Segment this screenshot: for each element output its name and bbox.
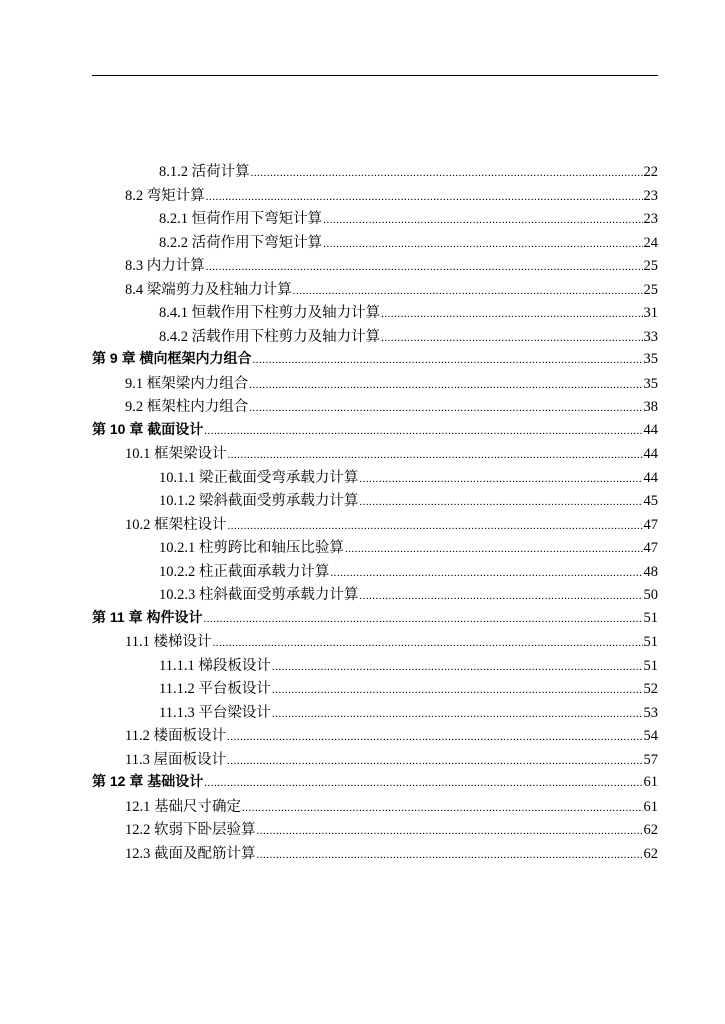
toc-entry-page: 62 bbox=[643, 822, 658, 838]
toc-dot-leader bbox=[228, 449, 643, 461]
toc-dot-leader bbox=[228, 520, 643, 532]
toc-entry[interactable] bbox=[92, 771, 658, 795]
toc-entry-page: 35 bbox=[643, 375, 658, 392]
toc-entry[interactable] bbox=[92, 795, 658, 819]
toc-entry-title: 12.3 截面及配筋计算 bbox=[125, 845, 256, 862]
toc-entry-page: 35 bbox=[643, 351, 658, 367]
toc-entry[interactable] bbox=[92, 513, 658, 537]
toc-entry[interactable] bbox=[92, 231, 658, 255]
toc-dot-leader bbox=[272, 708, 643, 720]
toc-entry-title: 10.2.2 柱正截面承载力计算 bbox=[159, 563, 330, 580]
toc-entry[interactable] bbox=[92, 419, 658, 443]
toc-entry[interactable] bbox=[92, 207, 658, 231]
toc-dot-leader bbox=[206, 261, 643, 273]
toc-dot-leader bbox=[242, 802, 643, 814]
toc-entry-page: 23 bbox=[643, 187, 658, 204]
toc-entry-title: 8.4.1 恒载作用下柱剪力及轴力计算 bbox=[159, 305, 381, 321]
toc-entry[interactable] bbox=[92, 489, 658, 513]
toc-entry-page: 50 bbox=[643, 587, 658, 603]
toc-entry-title: 10.2 框架柱设计 bbox=[125, 516, 227, 533]
toc-entry-title: 12.1 基础尺寸确定 bbox=[125, 798, 241, 815]
toc-entry[interactable] bbox=[92, 278, 658, 302]
toc-entry-page: 51 bbox=[643, 609, 658, 626]
toc-entry[interactable] bbox=[92, 325, 658, 349]
header-rule bbox=[92, 75, 658, 76]
toc-entry[interactable] bbox=[92, 442, 658, 466]
toc-dot-leader bbox=[249, 379, 642, 391]
toc-dot-leader bbox=[227, 755, 643, 767]
toc-entry-title: 10.2.1 柱剪跨比和轴压比验算 bbox=[159, 540, 344, 556]
toc-dot-leader bbox=[330, 567, 642, 579]
toc-entry[interactable] bbox=[92, 630, 658, 654]
toc-dot-leader bbox=[345, 543, 643, 555]
toc-dot-leader bbox=[381, 308, 642, 320]
toc-entry-page: 54 bbox=[643, 728, 658, 744]
toc-entry[interactable] bbox=[92, 818, 658, 842]
toc-entry-title: 10.1.2 梁斜截面受剪承载力计算 bbox=[159, 493, 359, 509]
toc-dot-leader bbox=[323, 238, 642, 250]
toc-dot-leader bbox=[252, 354, 642, 366]
toc-entry-title: 8.2.2 活荷作用下弯矩计算 bbox=[159, 234, 323, 251]
toc-entry-title: 第 12 章 基础设计 bbox=[92, 773, 204, 789]
toc-entry-page: 25 bbox=[643, 281, 658, 298]
toc-entry-page: 33 bbox=[643, 328, 658, 345]
toc-dot-leader bbox=[272, 684, 643, 696]
toc-entry[interactable] bbox=[92, 301, 658, 325]
toc-entry-title: 10.1.1 梁正截面受弯承载力计算 bbox=[159, 469, 359, 486]
toc-entry-title: 9.2 框架柱内力组合 bbox=[125, 399, 249, 415]
toc-entry-page: 61 bbox=[643, 774, 658, 790]
toc-entry-title: 8.4.2 活载作用下柱剪力及轴力计算 bbox=[159, 328, 381, 345]
toc-entry-title: 11.1 楼梯设计 bbox=[125, 634, 212, 650]
toc-entry-title: 8.1.2 活荷计算 bbox=[159, 164, 250, 180]
toc-entry[interactable] bbox=[92, 724, 658, 748]
toc-dot-leader bbox=[359, 590, 642, 602]
toc-entry-title: 11.3 屋面板设计 bbox=[125, 751, 226, 768]
toc-entry[interactable] bbox=[92, 583, 658, 607]
toc-entry-title: 11.1.2 平台板设计 bbox=[159, 681, 271, 697]
toc-entry-page: 45 bbox=[643, 493, 658, 509]
toc-entry[interactable] bbox=[92, 466, 658, 490]
toc-entry-title: 8.4 梁端剪力及柱轴力计算 bbox=[125, 281, 292, 298]
toc-entry[interactable] bbox=[92, 654, 658, 678]
toc-dot-leader bbox=[257, 849, 643, 861]
toc-dot-leader bbox=[204, 777, 642, 789]
toc-entry-title: 10.2.3 柱斜截面受剪承载力计算 bbox=[159, 587, 359, 603]
toc-entry[interactable] bbox=[92, 254, 658, 278]
toc-entry-title: 11.1.3 平台梁设计 bbox=[159, 704, 271, 721]
toc-entry[interactable] bbox=[92, 184, 658, 208]
toc-dot-leader bbox=[323, 214, 642, 226]
toc-entry[interactable] bbox=[92, 348, 658, 372]
toc-entry-page: 22 bbox=[643, 164, 658, 180]
toc-entry-page: 44 bbox=[643, 446, 658, 462]
toc-entry-page: 48 bbox=[643, 563, 658, 580]
toc-dot-leader bbox=[293, 285, 643, 297]
toc-dot-leader bbox=[359, 473, 642, 485]
toc-entry-title: 第 9 章 横向框架内力组合 bbox=[92, 350, 252, 366]
toc-dot-leader bbox=[249, 402, 642, 414]
toc-entry-title: 11.1.1 梯段板设计 bbox=[159, 657, 271, 674]
toc-entry-page: 44 bbox=[643, 469, 658, 486]
table-of-contents bbox=[92, 160, 658, 865]
toc-dot-leader bbox=[206, 191, 643, 203]
toc-entry-title: 11.2 楼面板设计 bbox=[125, 728, 226, 744]
toc-entry[interactable] bbox=[92, 677, 658, 701]
toc-entry[interactable] bbox=[92, 395, 658, 419]
toc-entry[interactable] bbox=[92, 748, 658, 772]
toc-entry-page: 47 bbox=[643, 516, 658, 533]
toc-entry-title: 第 10 章 截面设计 bbox=[92, 420, 204, 437]
toc-entry[interactable] bbox=[92, 842, 658, 866]
toc-entry-title: 第 11 章 构件设计 bbox=[92, 608, 203, 625]
toc-entry-page: 31 bbox=[643, 305, 658, 321]
toc-dot-leader bbox=[381, 332, 642, 344]
toc-entry-title: 8.2 弯矩计算 bbox=[125, 187, 205, 204]
toc-entry-title: 12.2 软弱下卧层验算 bbox=[125, 822, 256, 838]
toc-dot-leader bbox=[212, 637, 642, 649]
toc-entry-title: 9.1 框架梁内力组合 bbox=[125, 375, 249, 392]
toc-entry-page: 44 bbox=[643, 421, 658, 438]
toc-entry-page: 62 bbox=[643, 845, 658, 862]
toc-dot-leader bbox=[203, 613, 642, 625]
toc-entry-title: 10.1 框架梁设计 bbox=[125, 446, 227, 462]
toc-entry-page: 61 bbox=[643, 798, 658, 815]
toc-entry-page: 47 bbox=[643, 540, 658, 556]
toc-entry-page: 24 bbox=[643, 234, 658, 251]
toc-entry-title: 8.3 内力计算 bbox=[125, 258, 205, 274]
toc-dot-leader bbox=[227, 731, 643, 743]
toc-entry-page: 38 bbox=[643, 399, 658, 415]
toc-entry[interactable] bbox=[92, 372, 658, 396]
toc-entry-page: 51 bbox=[643, 657, 658, 674]
toc-dot-leader bbox=[251, 167, 643, 179]
toc-dot-leader bbox=[272, 661, 643, 673]
toc-entry-title: 8.2.1 恒荷作用下弯矩计算 bbox=[159, 211, 323, 227]
toc-dot-leader bbox=[359, 496, 642, 508]
toc-entry-page: 52 bbox=[643, 681, 658, 697]
toc-entry-page: 23 bbox=[643, 211, 658, 227]
toc-entry-page: 51 bbox=[643, 634, 658, 650]
toc-dot-leader bbox=[204, 425, 642, 437]
toc-entry-page: 25 bbox=[643, 258, 658, 274]
toc-entry[interactable] bbox=[92, 701, 658, 725]
toc-entry[interactable] bbox=[92, 160, 658, 184]
toc-dot-leader bbox=[257, 825, 643, 837]
toc-entry[interactable] bbox=[92, 607, 658, 631]
toc-entry-page: 53 bbox=[643, 704, 658, 721]
toc-entry-page: 57 bbox=[643, 751, 658, 768]
toc-entry[interactable] bbox=[92, 560, 658, 584]
toc-entry[interactable] bbox=[92, 536, 658, 560]
